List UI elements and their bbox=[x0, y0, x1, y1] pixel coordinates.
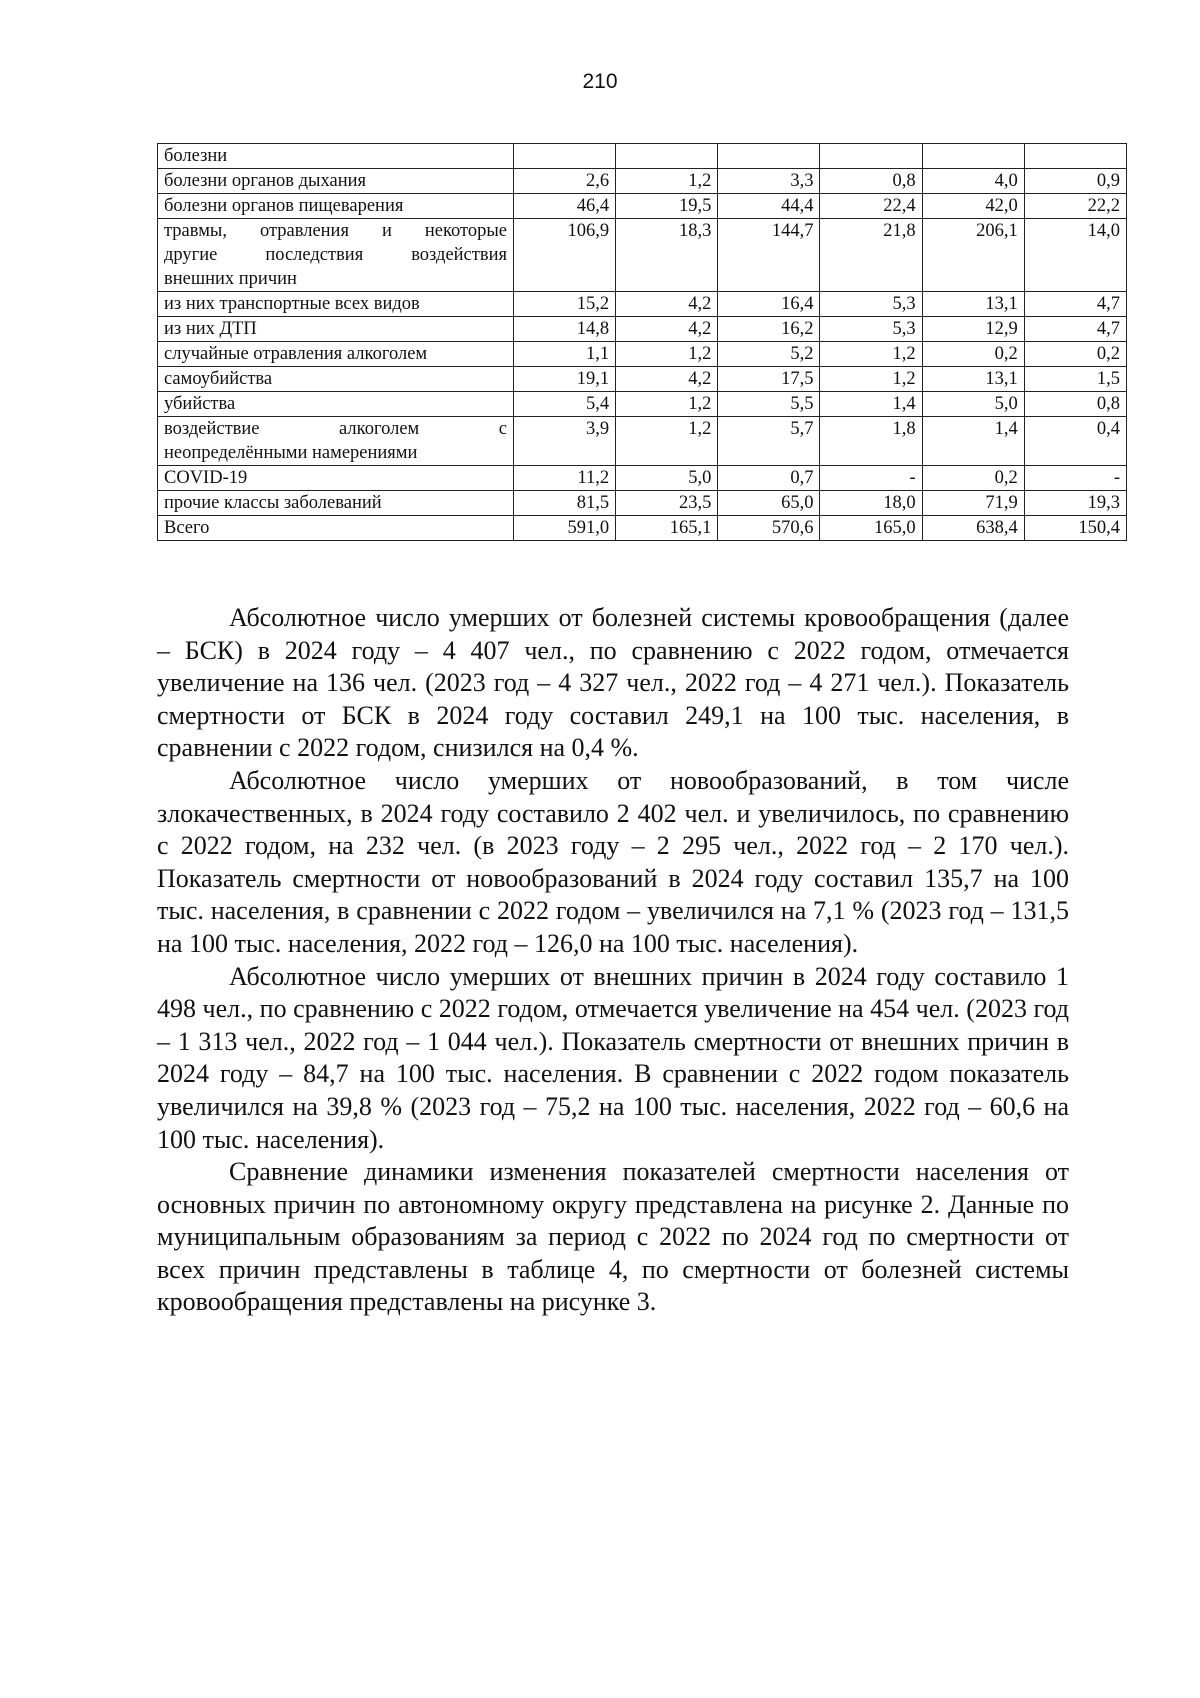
cell-value: 4,7 bbox=[1024, 317, 1126, 342]
cell-value: 14,0 bbox=[1024, 219, 1126, 292]
cell-value bbox=[922, 144, 1024, 169]
row-label bbox=[158, 169, 514, 194]
mortality-table bbox=[157, 143, 1127, 541]
cell-value: 4,7 bbox=[1024, 292, 1126, 317]
cell-value: 81,5 bbox=[514, 491, 616, 516]
cell-value: 4,2 bbox=[616, 367, 718, 392]
cell-value: 1,2 bbox=[616, 417, 718, 466]
row-label bbox=[158, 144, 514, 169]
cell-value: 19,1 bbox=[514, 367, 616, 392]
cell-value: 1,4 bbox=[922, 417, 1024, 466]
cell-value: 1,2 bbox=[820, 367, 922, 392]
cell-value: - bbox=[1024, 466, 1126, 491]
cell-value: 4,0 bbox=[922, 169, 1024, 194]
table-row bbox=[158, 169, 1127, 194]
cell-value: 11,2 bbox=[514, 466, 616, 491]
cell-value: 1,2 bbox=[616, 169, 718, 194]
row-label-line: болезни bbox=[164, 146, 228, 166]
cell-value: 5,7 bbox=[718, 417, 820, 466]
cell-value: 1,2 bbox=[616, 392, 718, 417]
table-row bbox=[158, 392, 1127, 417]
row-label bbox=[158, 466, 514, 491]
table-body bbox=[158, 144, 1127, 541]
cell-value: 206,1 bbox=[922, 219, 1024, 292]
table-row bbox=[158, 466, 1127, 491]
table-row bbox=[158, 194, 1127, 219]
row-label bbox=[158, 516, 514, 541]
cell-value: 17,5 bbox=[718, 367, 820, 392]
cell-value: 150,4 bbox=[1024, 516, 1126, 541]
cell-value: 5,4 bbox=[514, 392, 616, 417]
row-label-line: неопределёнными намерениями bbox=[164, 443, 418, 463]
cell-value: 0,4 bbox=[1024, 417, 1126, 466]
table-row bbox=[158, 219, 1127, 292]
cell-value: 23,5 bbox=[616, 491, 718, 516]
row-label-line: прочие классы заболеваний bbox=[164, 493, 382, 513]
cell-value: 165,0 bbox=[820, 516, 922, 541]
row-label bbox=[158, 342, 514, 367]
cell-value: 4,2 bbox=[616, 292, 718, 317]
row-label-line: болезни органов пищеварения bbox=[164, 196, 404, 216]
cell-value bbox=[718, 144, 820, 169]
cell-value: 13,1 bbox=[922, 292, 1024, 317]
row-label bbox=[158, 317, 514, 342]
cell-value: 165,1 bbox=[616, 516, 718, 541]
cell-value: 44,4 bbox=[718, 194, 820, 219]
cell-value: 1,2 bbox=[820, 342, 922, 367]
row-label-line: COVID-19 bbox=[164, 468, 248, 488]
cell-value: 15,2 bbox=[514, 292, 616, 317]
cell-value: 0,8 bbox=[820, 169, 922, 194]
table-row bbox=[158, 417, 1127, 466]
row-label-line: болезни органов дыхания bbox=[164, 171, 367, 191]
text-body bbox=[157, 602, 1069, 1319]
table-row bbox=[158, 144, 1127, 169]
paragraph-cardiovascular: Абсолютное число умерших от болезней системы кровообращения (далее – БСК) в 2024 году – 4 407 чел., по сравнению с 2022 годом, отмечается увеличение на 136 чел. (2023 год – 4 327 чел., 2022 год – 4 271 чел.). Показатель смертности от БСК в 2024 году составил 249,1 на 100 тыс. населения, в сравнении с 2022 годом, снизился на 0,4 %. bbox=[157, 603, 1069, 763]
paragraph-comparison: Сравнение динамики изменения показателей смертности населения от основных причин по автономному округу представлена на рисунке 2. Данные по муниципальным образованиям за период с 2022 по 2024 год по смертности от всех причин представлены в таблице 4, по смертности от болезней системы кровообращения представлены на рисунке 3. bbox=[157, 1157, 1069, 1317]
cell-value: 65,0 bbox=[718, 491, 820, 516]
cell-value: 19,3 bbox=[1024, 491, 1126, 516]
row-label bbox=[158, 194, 514, 219]
cell-value: 16,2 bbox=[718, 317, 820, 342]
row-label-line: убийства bbox=[164, 394, 236, 414]
cell-value: 5,3 bbox=[820, 317, 922, 342]
table-row bbox=[158, 317, 1127, 342]
cell-value: 3,3 bbox=[718, 169, 820, 194]
row-label-line: травмы, отравления и некоторые bbox=[164, 221, 507, 241]
cell-value: 71,9 bbox=[922, 491, 1024, 516]
cell-value: 0,2 bbox=[922, 466, 1024, 491]
cell-value: 638,4 bbox=[922, 516, 1024, 541]
cell-value: 1,4 bbox=[820, 392, 922, 417]
row-label-line: случайные отравления алкоголем bbox=[164, 344, 428, 364]
cell-value: 13,1 bbox=[922, 367, 1024, 392]
cell-value: - bbox=[820, 466, 922, 491]
cell-value: 1,8 bbox=[820, 417, 922, 466]
row-label-line: самоубийства bbox=[164, 369, 273, 389]
table-row bbox=[158, 491, 1127, 516]
cell-value bbox=[1024, 144, 1126, 169]
cell-value: 16,4 bbox=[718, 292, 820, 317]
row-label bbox=[158, 417, 514, 466]
row-label-line: воздействие алкоголем с bbox=[164, 419, 507, 439]
cell-value: 3,9 bbox=[514, 417, 616, 466]
cell-value: 591,0 bbox=[514, 516, 616, 541]
cell-value bbox=[616, 144, 718, 169]
cell-value: 4,2 bbox=[616, 317, 718, 342]
cell-value: 18,3 bbox=[616, 219, 718, 292]
cell-value: 0,9 bbox=[1024, 169, 1126, 194]
cell-value: 106,9 bbox=[514, 219, 616, 292]
cell-value: 570,6 bbox=[718, 516, 820, 541]
table-row bbox=[158, 367, 1127, 392]
cell-value: 5,5 bbox=[718, 392, 820, 417]
row-label-line: другие последствия воздействия bbox=[164, 245, 507, 265]
row-label-line: Всего bbox=[164, 518, 210, 538]
cell-value: 1,2 bbox=[616, 342, 718, 367]
cell-value: 42,0 bbox=[922, 194, 1024, 219]
row-label-line: из них ДТП bbox=[164, 319, 257, 339]
cell-value: 14,8 bbox=[514, 317, 616, 342]
cell-value: 21,8 bbox=[820, 219, 922, 292]
cell-value: 5,2 bbox=[718, 342, 820, 367]
table-row bbox=[158, 292, 1127, 317]
row-label-line: из них транспортные всех видов bbox=[164, 294, 420, 314]
cell-value: 5,3 bbox=[820, 292, 922, 317]
cell-value: 12,9 bbox=[922, 317, 1024, 342]
cell-value bbox=[820, 144, 922, 169]
table-row bbox=[158, 342, 1127, 367]
cell-value: 5,0 bbox=[616, 466, 718, 491]
cell-value: 46,4 bbox=[514, 194, 616, 219]
row-label bbox=[158, 392, 514, 417]
row-label bbox=[158, 292, 514, 317]
cell-value: 1,5 bbox=[1024, 367, 1126, 392]
cell-value: 0,2 bbox=[1024, 342, 1126, 367]
cell-value: 19,5 bbox=[616, 194, 718, 219]
row-label bbox=[158, 219, 514, 292]
cell-value: 22,4 bbox=[820, 194, 922, 219]
cell-value: 0,8 bbox=[1024, 392, 1126, 417]
cell-value: 2,6 bbox=[514, 169, 616, 194]
cell-value: 1,1 bbox=[514, 342, 616, 367]
cell-value: 18,0 bbox=[820, 491, 922, 516]
cell-value bbox=[514, 144, 616, 169]
paragraph-neoplasms: Абсолютное число умерших от новообразований, в том числе злокачественных, в 2024 году составило 2 402 чел. и увеличилось, по сравнению с 2022 годом, на 232 чел. (в 2023 году – 2 295 чел., 2022 год – 2 170 чел.). Показатель смертности от новообразований в 2024 году составил 135,7 на 100 тыс. населения, в сравнении с 2022 годом – увеличился на 7,1 % (2023 год – 131,5 на 100 тыс. населения, 2022 год – 126,0 на 100 тыс. населения). bbox=[157, 765, 1069, 958]
cell-value: 22,2 bbox=[1024, 194, 1126, 219]
table-row bbox=[158, 516, 1127, 541]
row-label bbox=[158, 367, 514, 392]
cell-value: 0,2 bbox=[922, 342, 1024, 367]
page-number: 210 bbox=[582, 70, 618, 93]
row-label-line: внешних причин bbox=[164, 269, 297, 289]
cell-value: 5,0 bbox=[922, 392, 1024, 417]
row-label bbox=[158, 491, 514, 516]
paragraph-external-causes: Абсолютное число умерших от внешних причин в 2024 году составило 1 498 чел., по сравнению с 2022 годом, отмечается увеличение на 454 чел. (2023 год – 1 313 чел., 2022 год – 1 044 чел.). Показатель смертности от внешних причин в 2024 году – 84,7 на 100 тыс. населения. В сравнении с 2022 годом показатель увеличился на 39,8 % (2023 год – 75,2 на 100 тыс. населения, 2022 год – 60,6 на 100 тыс. населения). bbox=[157, 961, 1069, 1154]
cell-value: 0,7 bbox=[718, 466, 820, 491]
cell-value: 144,7 bbox=[718, 219, 820, 292]
